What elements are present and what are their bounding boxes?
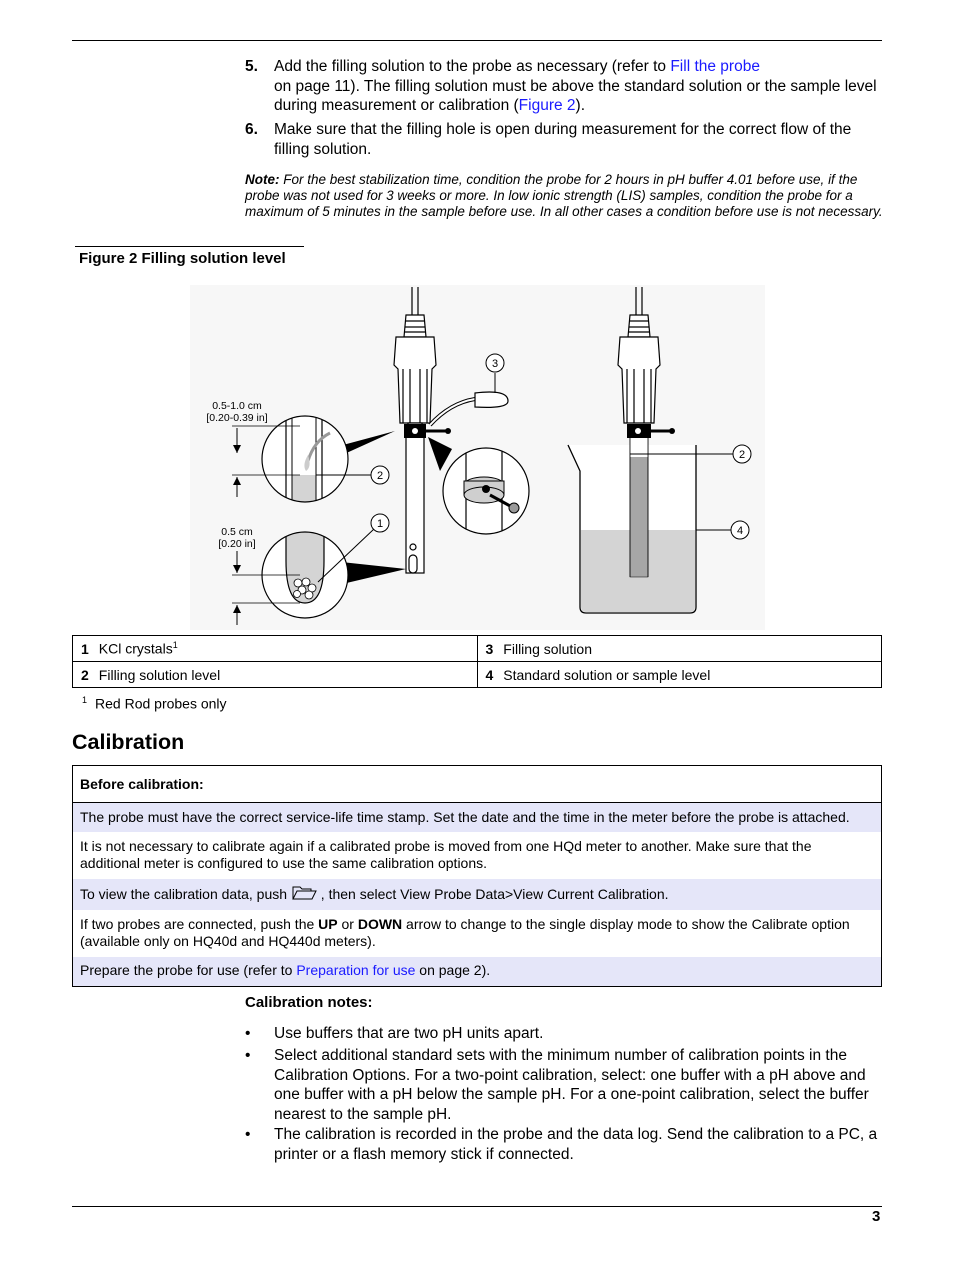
step-5 <box>245 57 881 116</box>
list-item: If two probes are connected, push the UP or DOWN arrow to change to the single display mode to show the Calibrate option (available only on HQ40d and HQ440d meters). <box>80 916 850 949</box>
note-text: For the best stabilization time, condition the probe for 2 hours in pH buffer 4.01 before use, if the probe was not used for 3 weeks or more. In low ionic strength (LIS) samples, condition the probe for a maximum of 5 minutes in the sample before use. In all other cases a condition before use is not necessary. <box>245 172 883 219</box>
legend-cell: 1 KCl crystals$^1$ <box>73 636 478 662</box>
dim-top-label-1: 0.5-1.0 cm <box>212 400 262 412</box>
folder-icon <box>291 885 317 901</box>
dim-bottom-label-2: [0.20 in] <box>218 538 256 550</box>
calibration-note-2: • Select additional standard sets with the minimum number of calibration points in the Calibration Options. For a two-point calibration, select: one buffer with a pH above and one buffer with a pH below the sample pH. For a one-point calibration, select the buffer nearest to the sample pH. <box>245 1047 869 1123</box>
list-item: To view the calibration data, push , then select View Probe Data>View Current Calibration. <box>73 879 881 910</box>
step-6 <box>245 120 881 159</box>
filling-hole-icon <box>412 428 418 434</box>
section-title: Calibration <box>72 730 185 754</box>
plug-knob <box>445 428 451 434</box>
note-label: Note: <box>245 172 280 187</box>
legend-cell: 3 Filling solution <box>477 636 882 662</box>
page-number: 3 <box>872 1208 881 1225</box>
callout-4-label: 4 <box>736 525 744 537</box>
plug-knob-right <box>669 428 675 434</box>
bullet-icon: • <box>245 1047 251 1064</box>
footnote <box>82 695 227 712</box>
dim-bottom-label-1: 0.5 cm <box>221 526 253 538</box>
bullet-icon: • <box>245 1126 251 1143</box>
filling-solution-bottle <box>475 392 508 407</box>
note <box>245 172 885 220</box>
bottom-rule <box>72 1206 882 1207</box>
step-number: 5. <box>245 58 258 75</box>
legend-cell: 4 Standard solution or sample level <box>477 662 882 688</box>
calibration-note-3: • The calibration is recorded in the probe and the data log. Send the calibration to a PC, a printer or a flash memory stick if connected. <box>245 1126 878 1163</box>
step-text: Add the filling solution to the probe as necessary (refer to Fill the probe on page 11). The filling solution must be above the standard solution or the sample level during measurement or calibration (Figure 2). <box>274 58 877 114</box>
bullet-icon: • <box>245 1025 251 1042</box>
list-item: The probe must have the correct service-life time stamp. Set the date and the time in the meter before the probe is attached. <box>73 803 881 832</box>
dim-top-label-2: [0.20-0.39 in] <box>206 412 268 424</box>
filling-solution-figure <box>190 285 765 630</box>
calibration-notes-title: Calibration notes: <box>245 994 373 1011</box>
preparation-for-use-link[interactable]: Preparation for use <box>296 962 416 978</box>
table-row <box>73 636 882 662</box>
top-rule <box>72 40 882 41</box>
footnote-text: Red Rod probes only <box>95 695 227 712</box>
figure-2-link[interactable]: Figure 2 <box>518 97 576 114</box>
figure-legend-table <box>72 635 882 688</box>
callout-3-label: 3 <box>491 358 499 370</box>
fill-probe-link[interactable]: Fill the probe <box>670 58 760 75</box>
callout-2-left-label: 2 <box>376 470 384 482</box>
callout-1-label: 1 <box>376 518 384 530</box>
list-item: Prepare the probe for use (refer to Preparation for use on page 2). <box>73 957 881 986</box>
table-row <box>73 662 882 688</box>
list-item: It is not necessary to calibrate again if a calibrated probe is moved from one HQd meter to another. Make sure that the additional meter is configured to use the same calibration options. <box>80 838 812 871</box>
before-calibration-box <box>72 765 882 987</box>
step-number: 6. <box>245 121 258 138</box>
figure-title: Figure 2 Filling solution level <box>79 250 286 267</box>
filling-hole-right-icon <box>635 428 641 434</box>
step-text: Make sure that the filling hole is open during measurement for the correct flow of the filling solution. <box>274 121 852 158</box>
calibration-note-1: • Use buffers that are two pH units apart. <box>245 1025 544 1042</box>
footnote-mark: 1 <box>82 695 88 705</box>
before-calibration-heading: Before calibration: <box>73 766 881 803</box>
legend-cell: 2 Filling solution level <box>73 662 478 688</box>
figure-title-rule <box>75 246 304 247</box>
callout-2-right-label: 2 <box>738 449 746 461</box>
